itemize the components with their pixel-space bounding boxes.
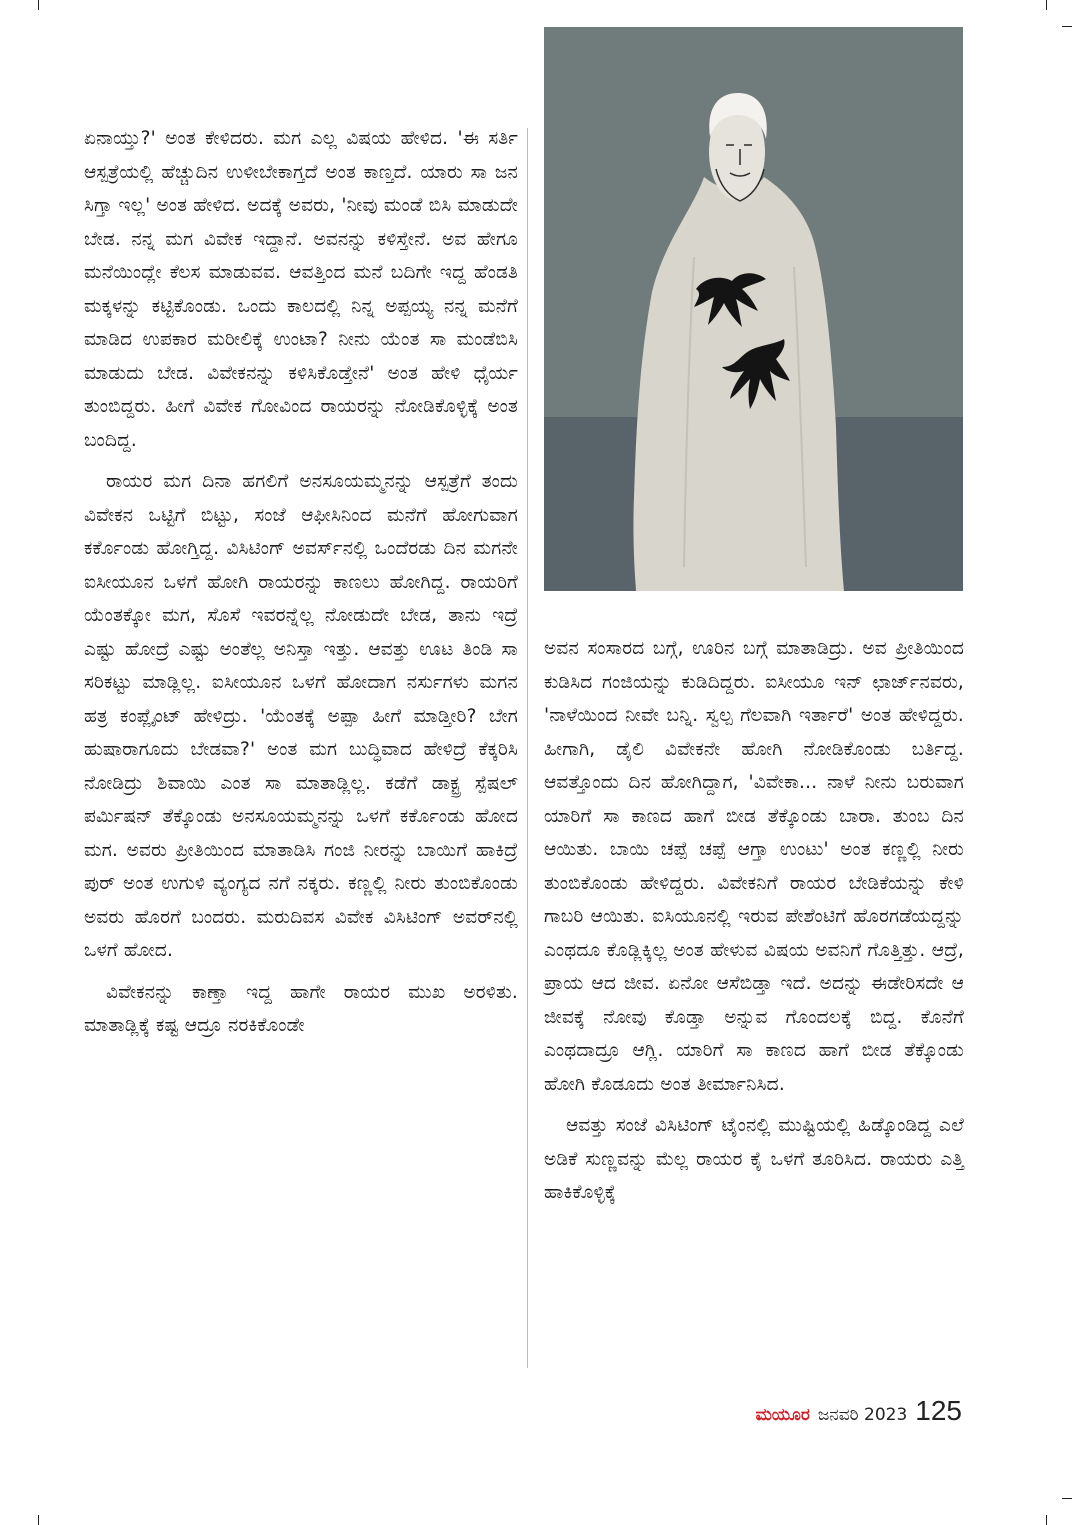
crop-mark bbox=[38, 0, 39, 10]
paragraph: ಆವತ್ತು ಸಂಜೆ ವಿಸಿಟಿಂಗ್ ಟೈಂನಲ್ಲಿ ಮುಷ್ಟಿಯಲ್ಲಿ ಹಿಡ್ಕೊಂಡಿದ್ದ ಎಲೆ ಅಡಿಕೆ ಸುಣ್ಣವನ್ನು ಮೆಲ್ಲ ರಾಯರ ಕೈ ಒಳಗೆ ತೂರಿಸಿದ. ರಾಯರು ಎತ್ತಿ ಹಾಕಿಕೊಳ್ಳಿಕ್ಕೆ bbox=[544, 1115, 964, 1203]
crop-mark bbox=[1062, 26, 1072, 27]
crop-mark bbox=[1046, 1515, 1047, 1525]
crop-mark bbox=[1062, 1498, 1072, 1499]
crop-mark bbox=[1046, 0, 1047, 10]
right-text-column bbox=[544, 632, 964, 1210]
paragraph: ಏನಾಯ್ತು?' ಅಂತ ಕೇಳಿದರು. ಮಗ ಎಲ್ಲ ವಿಷಯ ಹೇಳಿದ. 'ಈ ಸರ್ತಿ ಆಸ್ಪತ್ರೆಯಲ್ಲಿ ಹೆಚ್ಚುದಿನ ಉಳೀಬೇಕಾಗ್ತದೆ ಅಂತ ಕಾಣ್ತದೆ. ಯಾರು ಸಾ ಜನ ಸಿಗ್ತಾ ಇಲ್ಲ' ಅಂತ ಹೇಳಿದ. ಅದಕ್ಕೆ ಅವರು, 'ನೀವು ಮಂಡೆ ಬಿಸಿ ಮಾಡುದೇ ಬೇಡ. ನನ್ನ ಮಗ ವಿವೇಕ ಇದ್ದಾನೆ. ಅವನನ್ನು ಕಳಿಸ್ತೇನೆ. ಅವ ಹೇಗೂ ಮನೆಯಿಂದ್ಲೇ ಕೆಲಸ ಮಾಡುವವ. ಆವತ್ತಿಂದ ಮನೆ ಬದಿಗೇ ಇದ್ದ ಹೆಂಡತಿ ಮಕ್ಕಳನ್ನು ಕಟ್ಟಿಕೊಂಡು. ಒಂದು ಕಾಲದಲ್ಲಿ ನಿನ್ನ ಅಪ್ಪಯ್ಯ ನನ್ನ ಮನೆಗೆ ಮಾಡಿದ ಉಪಕಾರ ಮರೀಲಿಕ್ಕೆ ಉಂಟಾ? ನೀನು ಯೆಂತ ಸಾ ಮಂಡೆಬಿಸಿ ಮಾಡುದು ಬೇಡ. ವಿವೇಕನನ್ನು ಕಳಿಸಿಕೊಡ್ತೇನೆ' ಅಂತ ಹೇಳಿ ಧೈರ್ಯ ತುಂಬಿದ್ದರು. ಹೀಗೆ ವಿವೇಕ ಗೋವಿಂದ ರಾಯರನ್ನು ನೋಡಿಕೊಳ್ಳಿಕ್ಕೆ ಅಂತ ಬಂದಿದ್ದ. bbox=[84, 128, 518, 451]
issue-date: ಜನವರಿ 2023 bbox=[817, 1405, 908, 1425]
magazine-brand: ಮಯೂರ bbox=[755, 1405, 810, 1425]
left-text-column bbox=[84, 122, 518, 1043]
page-number: 125 bbox=[915, 1395, 962, 1426]
page-footer bbox=[756, 1395, 962, 1427]
paragraph: ರಾಯರ ಮಗ ದಿನಾ ಹಗಲಿಗೆ ಅನಸೂಯಮ್ಮನನ್ನು ಆಸ್ಪತ್ರೆಗೆ ತಂದು ವಿವೇಕನ ಒಟ್ಟಿಗೆ ಬಿಟ್ಟು, ಸಂಜೆ ಆಫೀಸಿನಿಂದ ಮನೆಗೆ ಹೋಗುವಾಗ ಕರ್ಕೊಂಡು ಹೋಗ್ತಿದ್ದ. ವಿಸಿಟಿಂಗ್ ಅವರ್ಸ್‌ನಲ್ಲಿ ಒಂದೆರಡು ದಿನ ಮಗನೇ ಐಸೀಯೂನ ಒಳಗೆ ಹೋಗಿ ರಾಯರನ್ನು ಕಾಣಲು ಹೋಗಿದ್ದ. ರಾಯರಿಗೆ ಯೆಂತಕ್ಕೋ ಮಗ, ಸೊಸೆ ಇವರನ್ನೆಲ್ಲ ನೋಡುದೇ ಬೇಡ, ತಾನು ಇದ್ರೆ ಎಷ್ಟು ಹೋದ್ರೆ ಎಷ್ಟು ಅಂತೆಲ್ಲ ಅನಿಸ್ತಾ ಇತ್ತು. ಆವತ್ತು ಊಟ ತಿಂಡಿ ಸಾ ಸರಿಕಟ್ಟು ಮಾಡ್ಲಿಲ್ಲ. ಐಸೀಯೂನ ಒಳಗೆ ಹೋದಾಗ ನರ್ಸುಗಳು ಮಗನ ಹತ್ರ ಕಂಪ್ಲೈಂಟ್ ಹೇಳಿದ್ರು. 'ಯೆಂತಕ್ಕೆ ಅಪ್ಪಾ ಹೀಗೆ ಮಾಡ್ತೀರಿ? ಬೇಗ ಹುಷಾರಾಗೂದು ಬೇಡವಾ?' ಅಂತ ಮಗ ಬುದ್ಧಿವಾದ ಹೇಳಿದ್ರೆ ಕೆಕ್ಕರಿಸಿ ನೋಡಿದ್ರು ಶಿವಾಯಿ ಎಂತ ಸಾ ಮಾತಾಡ್ಲಿಲ್ಲ. ಕಡೆಗೆ ಡಾಕ್ಟ್ರ ಸ್ಪೆಷಲ್ ಪರ್ಮಿಷನ್ ತೆಕ್ಕೊಂಡು ಅನಸೂಯಮ್ಮನನ್ನು ಒಳಗೆ ಕರ್ಕೊಂಡು ಹೋದ ಮಗ. ಅವರು ಪ್ರೀತಿಯಿಂದ ಮಾತಾಡಿಸಿ ಗಂಜಿ ನೀರನ್ನು ಬಾಯಿಗೆ ಹಾಕಿದ್ರೆ ಪುರ್ ಅಂತ ಉಗುಳಿ ವ್ಯಂಗ್ಯದ ನಗೆ ನಕ್ಕರು. ಕಣ್ಣಲ್ಲಿ ನೀರು ತುಂಬಿಕೊಂಡು ಅವರು ಹೊರಗೆ ಬಂದರು. ಮರುದಿವಸ ವಿವೇಕ ವಿಸಿಟಿಂಗ್ ಅವರ್‌ನಲ್ಲಿ ಒಳಗೆ ಹೋದ. bbox=[84, 471, 518, 961]
paragraph: ಅವನ ಸಂಸಾರದ ಬಗ್ಗೆ, ಊರಿನ ಬಗ್ಗೆ ಮಾತಾಡಿದ್ರು. ಅವ ಪ್ರೀತಿಯಿಂದ ಕುಡಿಸಿದ ಗಂಜಿಯನ್ನು ಕುಡಿದಿದ್ದರು. ಐಸೀಯೂ ಇನ್ ಛಾರ್ಜ್‌ನವರು, 'ನಾಳೆಯಿಂದ ನೀವೇ ಬನ್ನಿ. ಸ್ವಲ್ಪ ಗೆಲವಾಗಿ ಇರ್ತಾರೆ' ಅಂತ ಹೇಳಿದ್ದರು. ಹೀಗಾಗಿ, ಡೈಲಿ ವಿವೇಕನೇ ಹೋಗಿ ನೋಡಿಕೊಂಡು ಬರ್ತಿದ್ದ. ಆವತ್ತೊಂದು ದಿನ ಹೋಗಿದ್ದಾಗ, 'ವಿವೇಕಾ... ನಾಳೆ ನೀನು ಬರುವಾಗ ಯಾರಿಗೆ ಸಾ ಕಾಣದ ಹಾಗೆ ಬೀಡ ತೆಕ್ಕೊಂಡು ಬಾರಾ. ತುಂಬ ದಿನ ಆಯಿತು. ಬಾಯಿ ಚಪ್ಪೆ ಚಪ್ಪೆ ಆಗ್ತಾ ಉಂಟು' ಅಂತ ಕಣ್ಣಲ್ಲಿ ನೀರು ತುಂಬಿಕೊಂಡು ಹೇಳಿದ್ದರು. ವಿವೇಕನಿಗೆ ರಾಯರ ಬೇಡಿಕೆಯನ್ನು ಕೇಳಿ ಗಾಬರಿ ಆಯಿತು. ಐಸಿಯೂನಲ್ಲಿ ಇರುವ ಪೇಶೆಂಟಿಗೆ ಹೊರಗಡೆಯದ್ದನ್ನು ಎಂಥದೂ ಕೊಡ್ಲಿಕ್ಕಿಲ್ಲ ಅಂತ ಹೇಳುವ ವಿಷಯ ಅವನಿಗೆ ಗೊತ್ತಿತ್ತು. ಆದ್ರೆ, ಪ್ರಾಯ ಆದ ಜೀವ. ಏನೋ ಆಸೆಬಿಡ್ತಾ ಇದೆ. ಅದನ್ನು ಈಡೇರಿಸದೇ ಆ ಜೀವಕ್ಕೆ ನೋವು ಕೊಡ್ತಾ ಅನ್ನುವ ಗೊಂದಲಕ್ಕೆ ಬಿದ್ದ. ಕೊನೆಗೆ ಎಂಥದಾದ್ರೂ ಆಗ್ಲಿ. ಯಾರಿಗೆ ಸಾ ಕಾಣದ ಹಾಗೆ ಬೀಡ ತೆಕ್ಕೊಂಡು ಹೋಗಿ ಕೊಡೂದು ಅಂತ ತೀರ್ಮಾನಿಸಿದ. bbox=[544, 638, 964, 1095]
paragraph: ವಿವೇಕನನ್ನು ಕಾಣ್ತಾ ಇದ್ದ ಹಾಗೇ ರಾಯರ ಮುಖ ಅರಳಿತು. ಮಾತಾಡ್ಲಿಕ್ಕೆ ಕಷ್ಟ ಆದ್ರೂ ನರಕಿಕೊಂಡೇ bbox=[84, 981, 518, 1036]
crop-mark bbox=[38, 1515, 39, 1525]
old-man-with-black-hands-illustration bbox=[544, 27, 963, 591]
column-divider bbox=[527, 128, 528, 1368]
